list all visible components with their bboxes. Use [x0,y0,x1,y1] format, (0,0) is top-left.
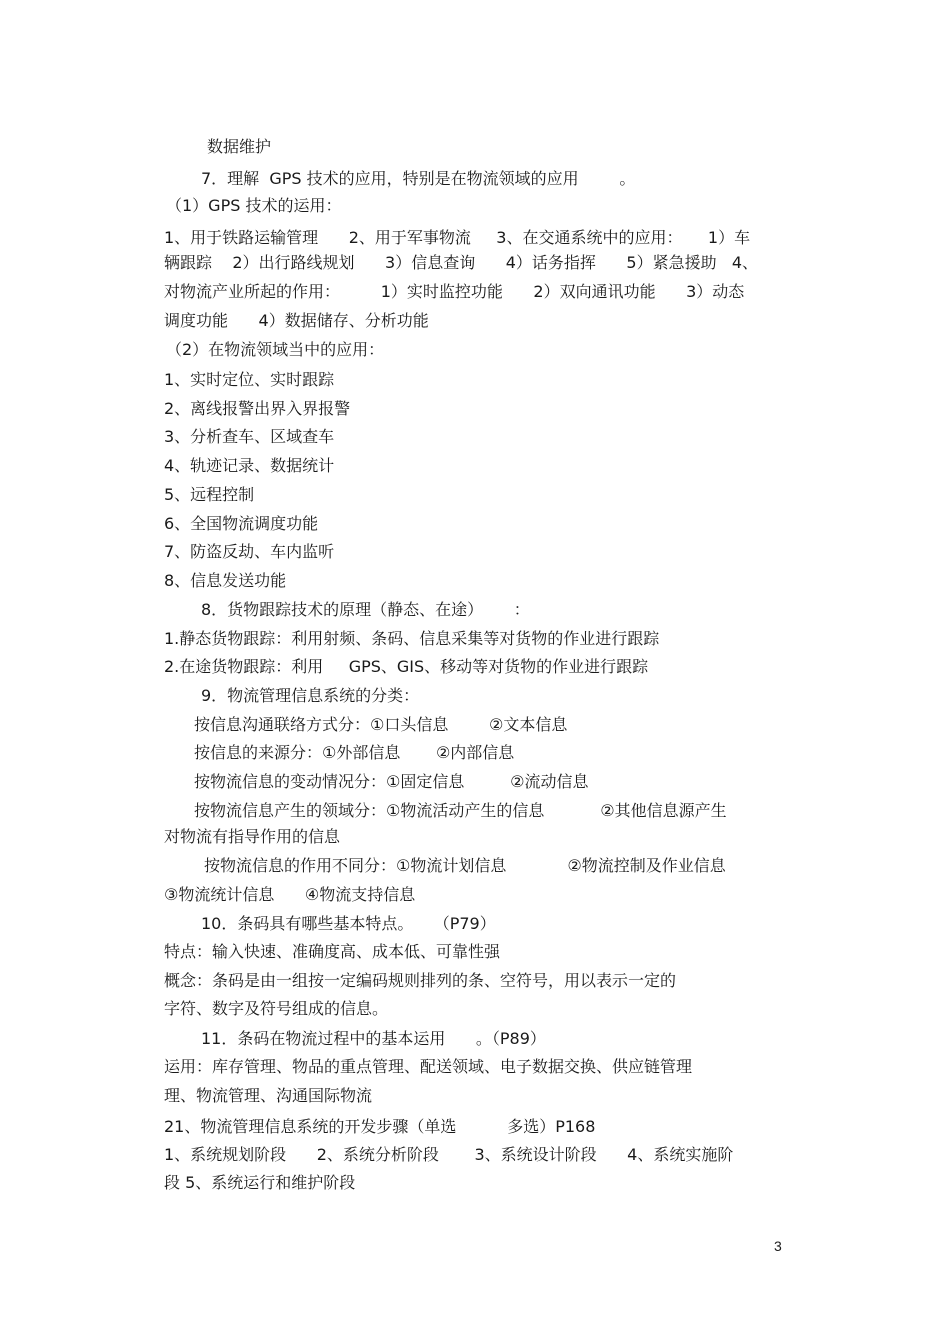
text-line: 2.在途货物跟踪：利用 GPS、GIS、移动等对货物的作业进行跟踪 [164,657,649,676]
text-line: 10．条码具有哪些基本特点。 （P79） [201,914,496,933]
text-line: 11．条码在物流过程中的基本运用 。（P89） [201,1029,546,1048]
text-line: 3、分析查车、区域查车 [164,427,335,446]
text-line: （1）GPS 技术的运用： [166,196,342,215]
text-line: 按物流信息的作用不同分：①物流计划信息 ②物流控制及作业信息 [204,856,726,875]
text-line: 9．物流管理信息系统的分类： [201,686,420,705]
text-line: ③物流统计信息 ④物流支持信息 [164,885,416,904]
text-line: （2）在物流领域当中的应用： [166,340,385,359]
text-line: 1、实时定位、实时跟踪 [164,370,335,389]
text-line: 2、离线报警出界入界报警 [164,399,351,418]
text-line: 对物流有指导作用的信息 [164,827,341,846]
page-number: 3 [774,1238,782,1254]
text-line: 特点：输入快速、准确度高、成本低、可靠性强 [164,942,501,961]
text-line: 5、远程控制 [164,485,255,504]
text-line: 7．理解 GPS 技术的应用，特别是在物流领域的应用 。 [201,169,636,188]
text-line: 按信息的来源分：①外部信息 ②内部信息 [194,743,515,762]
text-line: 6、全国物流调度功能 [164,514,319,533]
text-line: 运用：库存管理、物品的重点管理、配送领域、电子数据交换、供应链管理 [164,1057,693,1076]
text-line: 7、防盗反劫、车内监听 [164,542,335,561]
text-line: 数据维护 [207,137,272,156]
text-line: 8、信息发送功能 [164,571,287,590]
text-line: 段 5、系统运行和维护阶段 [164,1173,356,1192]
text-line: 对物流产业所起的作用： 1）实时监控功能 2）双向通讯功能 3）动态 [164,282,745,301]
text-line: 1.静态货物跟踪：利用射频、条码、信息采集等对货物的作业进行跟踪 [164,629,660,648]
text-line: 1、系统规划阶段 2、系统分析阶段 3、系统设计阶段 4、系统实施阶 [164,1145,734,1164]
text-line: 21、物流管理信息系统的开发步骤（单选 多选）P168 [164,1117,596,1136]
text-line: 按信息沟通联络方式分：①口头信息 ②文本信息 [194,715,568,734]
text-line: 按物流信息产生的领域分：①物流活动产生的信息 ②其他信息源产生 [194,801,727,820]
text-line: 字符、数字及符号组成的信息。 [164,999,389,1018]
text-line: 概念：条码是由一组按一定编码规则排列的条、空符号，用以表示一定的 [164,971,677,990]
text-line: 调度功能 4）数据储存、分析功能 [164,311,429,330]
text-line: 1、用于铁路运输管理 2、用于军事物流 3、在交通系统中的应用： 1）车 [164,228,751,247]
text-line: 按物流信息的变动情况分：①固定信息 ②流动信息 [194,772,589,791]
text-line: 辆跟踪 2）出行路线规划 3）信息查询 4）话务指挥 5）紧急援助 4、 [164,253,759,272]
text-line: 理、物流管理、沟通国际物流 [164,1086,373,1105]
text-line: 8．货物跟踪技术的原理（静态、在途） ： [201,600,530,619]
text-line: 4、轨迹记录、数据统计 [164,456,335,475]
